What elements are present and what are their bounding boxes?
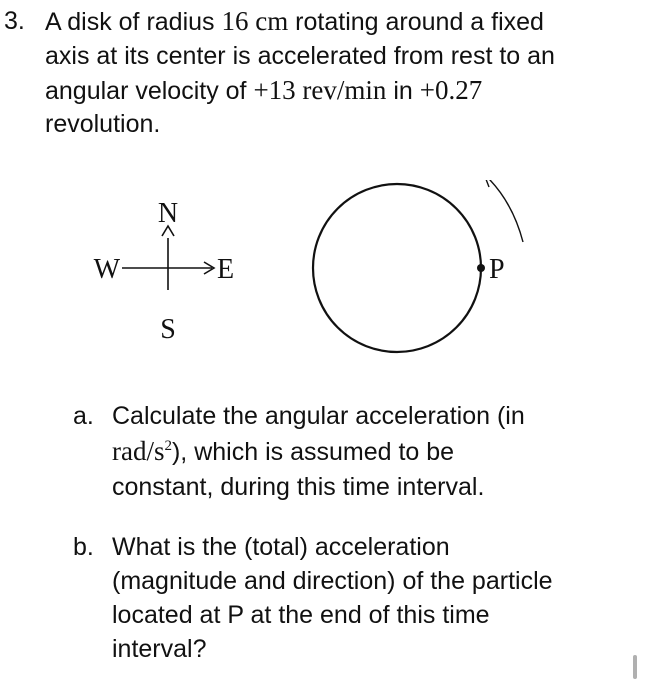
compass-east-label: E	[217, 254, 235, 285]
compass-south-label: S	[160, 314, 176, 345]
angular-velocity-value: +13 rev/min	[253, 75, 387, 105]
unit-rad-per-s: rad/s	[112, 436, 165, 466]
compass-north-label: N	[157, 198, 179, 229]
problem-number: 3.	[4, 7, 25, 35]
point-p-label: P	[489, 254, 505, 285]
problem-text: rotating around a fixed	[288, 8, 544, 36]
part-b-line-1: What is the (total) acceleration	[112, 533, 450, 561]
part-a-text: ), which is assumed to be	[171, 438, 455, 466]
problem-line-2: axis at its center is accelerated from rest to an	[45, 42, 555, 70]
radius-unit: cm	[255, 6, 289, 36]
problem-text: angular velocity of	[45, 77, 254, 105]
compass	[94, 198, 235, 345]
problem-line-4: revolution.	[45, 110, 161, 138]
part-a-line-1: Calculate the angular acceleration (in	[112, 402, 525, 430]
rotation-arrow-icon	[484, 180, 523, 242]
problem-text: in	[386, 77, 420, 105]
unit-exponent: 2	[164, 438, 172, 454]
disk-diagram	[0, 180, 648, 380]
part-a-line-2	[112, 434, 454, 469]
part-b-line-2: (magnitude and direction) of the particle	[112, 567, 553, 595]
part-a-label: a.	[73, 402, 94, 430]
part-a-line-3: constant, during this time interval.	[112, 473, 485, 501]
problem-text: A disk of radius	[45, 8, 222, 36]
part-b-label: b.	[73, 533, 94, 561]
point-p-dot	[477, 264, 485, 272]
problem-line-3	[45, 73, 482, 108]
part-b-line-3: located at P at the end of this time	[112, 601, 490, 629]
problem-line-1	[45, 4, 544, 39]
part-b-line-4: interval?	[112, 635, 207, 663]
text-cursor	[633, 655, 637, 679]
compass-west-label: W	[93, 254, 120, 285]
disk-circle	[313, 184, 481, 352]
radius-value: 16	[221, 6, 249, 36]
revolution-value: +0.27	[419, 75, 483, 105]
